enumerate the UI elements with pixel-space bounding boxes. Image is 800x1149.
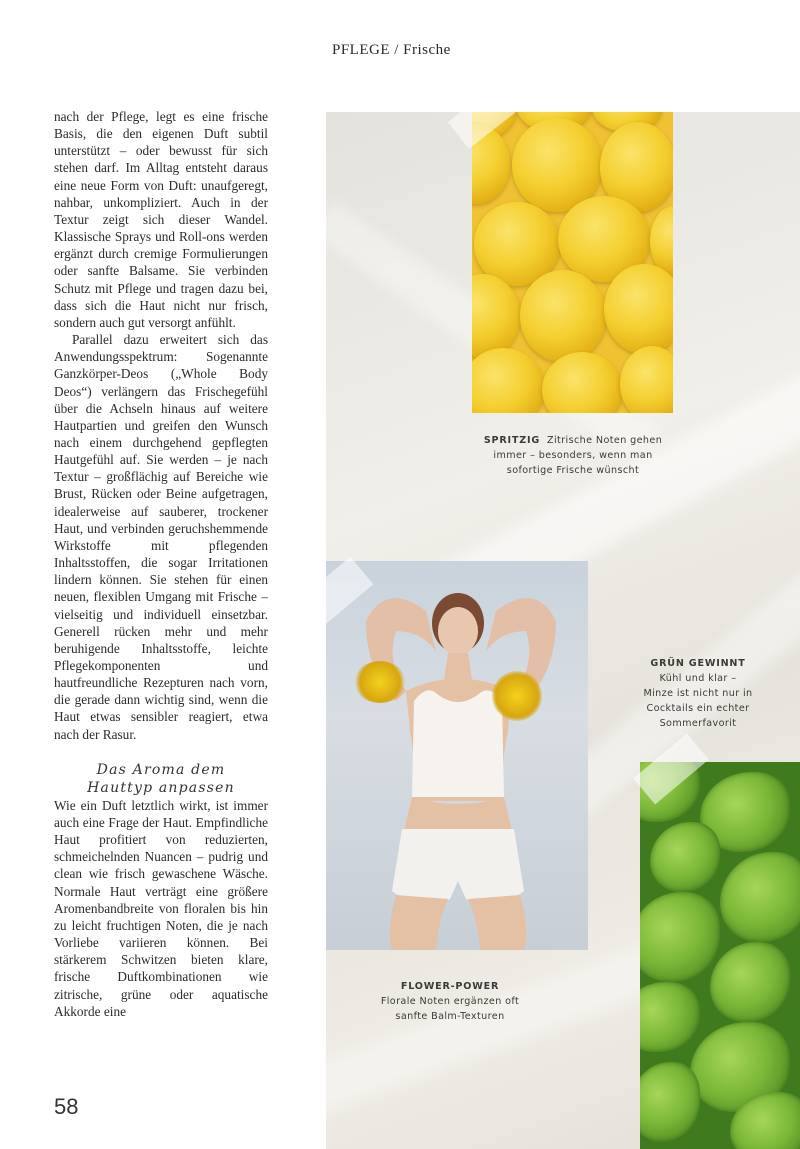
caption-mint-line4: Sommerfavorit <box>659 718 737 729</box>
caption-mint-line3: Cocktails ein echter <box>646 703 750 714</box>
caption-lemons-title: SPRITZIG <box>483 435 541 446</box>
caption-mint-title: GRÜN GEWINNT <box>650 658 746 669</box>
caption-mint-line1: Kühl und klar – <box>659 673 737 684</box>
lemon <box>620 346 673 413</box>
mint-photo <box>640 762 800 1149</box>
paragraph-1: nach der Pflege, legt es eine frische Basis, die den eigenen Duft subtil unterstützt – oder bewusst für sich stehen darf. Im Alltag entsteht daraus eine neue Form von Duft: unaufgeregt, nahbar, unkompliziert. Auch in der Textur zeigt sich dieser Wandel. Klassische Sprays und Roll-ons werden ergänzt durch cremige Formulierungen oder sanfte Balsame. Sie verbinden Schutz mit Pflege und tragen dazu bei, dass sich die Haut nicht nur frisch, sondern auch gut versorgt anfühlt. <box>54 109 268 330</box>
lemon <box>542 352 622 413</box>
woman-photo <box>326 561 588 950</box>
mint-leaf <box>640 1062 700 1142</box>
mimosa-flower-right <box>492 671 542 721</box>
lemons-photo <box>472 112 673 413</box>
caption-flower <box>355 979 545 1024</box>
mint-leaf <box>650 822 720 892</box>
caption-mint <box>628 656 768 731</box>
paragraph-3: Wie ein Duft letztlich wirkt, ist immer auch eine Frage der Haut. Empfindliche Haut profitiert von reduzierten, schmeichelnden Nuancen – pudrig und clean wie frisch gewaschene Wäsche. Normale Haut verträgt eine größere Aromenbandbreite von floralen bis hin zu leicht fruchtigen Noten, die je nach Vorliebe variieren können. Bei stärkerem Schwitzen bieten klare, frische Duftkombinationen wie zitrische, grüne oder aquatische Akkorde eine <box>54 797 268 1019</box>
subheading <box>54 761 268 797</box>
mint-leaf <box>710 942 790 1022</box>
caption-mint-line2: Minze ist nicht nur in <box>643 688 753 699</box>
caption-lemons-line3: sofortige Frische wünscht <box>506 465 640 476</box>
caption-flower-line1: Florale Noten ergänzen oft <box>380 996 520 1007</box>
caption-lemons-line1: Zitrische Noten gehen <box>546 435 663 446</box>
mimosa-flower-left <box>354 661 406 703</box>
lemon <box>604 264 673 354</box>
mint-leaf <box>640 982 700 1052</box>
caption-flower-line2: sanfte Balm-Texturen <box>395 1011 505 1022</box>
lemon <box>472 274 520 358</box>
lemon <box>520 270 606 362</box>
article-text <box>54 108 268 1020</box>
page-number: 58 <box>54 1094 79 1119</box>
woman-figure <box>326 561 588 950</box>
caption-lemons <box>478 433 668 478</box>
mint-leaf <box>720 852 800 942</box>
paragraph-2: Parallel dazu erweitert sich das Anwendungsspektrum: Sogenannte Ganzkörper-Deos („Whole Body Deos“) verlängern das Frischegefühl über die Achseln hinaus auf weitere Hautpartien und greifen den Wunsch nach einem durchgehend gepflegten Hautgefühl auf. Sie werden – je nach Textur – großflächig auf Bereiche wie Brust, Rücken oder Beine aufgetragen, idealerweise auf sauberer, trockener Haut, und verbinden geruchshemmende Wirkstoffe mit pflegenden Inhaltsstoffen, die sogar Irritationen lindern können. Sie stehen für einen neuen, flexiblen Umgang mit Frische – vielseitig und individuell einsetzbar. Generell rücken mehr und mehr beruhigende Inhaltsstoffe, leichte Pflegekomponenten und hautfreundliche Rezepturen nach vorn, die gerade dann wichtig sind, wenn die Haut etwas sensibler reagiert, etwa nach der Rasur. <box>54 332 268 742</box>
subheading-line-1: Das Aroma dem <box>96 761 226 778</box>
section-header: PFLEGE / Frische <box>332 42 451 58</box>
subheading-line-2: Hauttyp anpassen <box>87 779 235 796</box>
caption-lemons-line2: immer – besonders, wenn man <box>493 450 653 461</box>
lemon <box>472 348 544 413</box>
caption-flower-title: FLOWER-POWER <box>400 981 500 992</box>
mint-leaf <box>640 892 720 982</box>
